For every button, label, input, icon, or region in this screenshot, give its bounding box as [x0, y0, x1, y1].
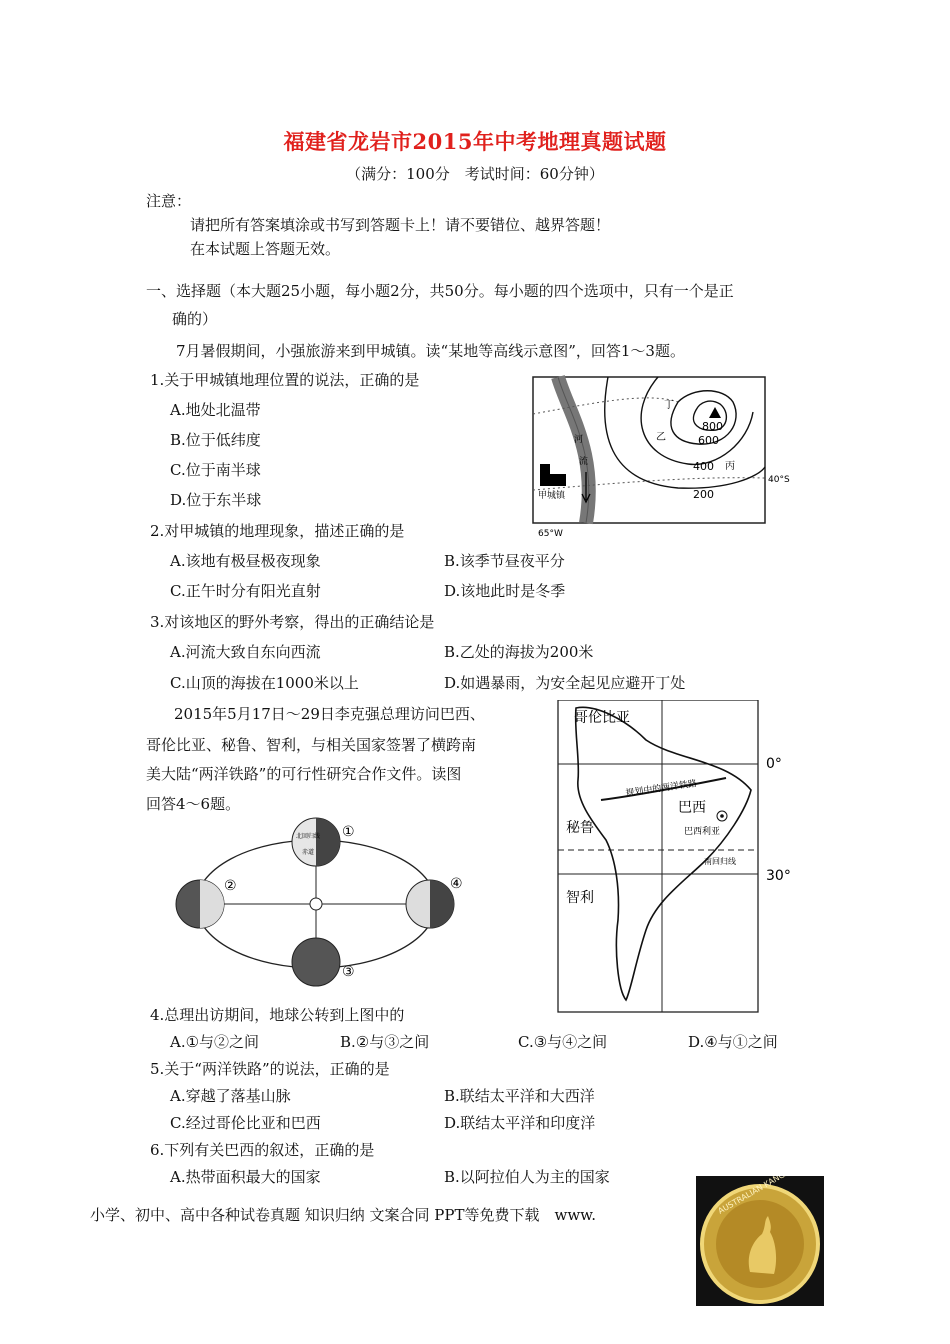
notice-line: 请把所有答案填涂或书写到答题卡上！请不要错位、越界答题！	[190, 216, 611, 234]
notice-line: 在本试题上答题无效。	[190, 240, 341, 258]
intro-paragraph: 2015年5月17日～29日李克强总理访问巴西、	[174, 705, 485, 723]
option: C.位于南半球	[170, 461, 261, 479]
intro-paragraph: 回答4～6题。	[146, 795, 241, 813]
option: A.该地有极昼极夜现象	[170, 552, 321, 570]
option: B.该季节昼夜平分	[444, 552, 565, 570]
question-stem: 2.对甲城镇的地理现象，描述正确的是	[150, 522, 405, 540]
country-label: 智利	[566, 890, 594, 906]
option: D.位于东半球	[170, 491, 262, 509]
lat-label: 0°	[766, 756, 782, 772]
option: C.山顶的海拔在1000米以上	[170, 674, 359, 692]
option: B.②与③之间	[340, 1033, 430, 1051]
option: A.①与②之间	[170, 1033, 260, 1051]
option: B.位于低纬度	[170, 431, 261, 449]
south-america-map	[556, 700, 796, 1014]
point-label-bing: 丙	[725, 461, 735, 472]
option: B.联结太平洋和大西洋	[444, 1087, 595, 1105]
question-stem: 5.关于“两洋铁路”的说法，正确的是	[150, 1060, 390, 1078]
notice-label: 注意：	[146, 192, 192, 210]
orbit-marker: ③	[342, 964, 355, 980]
latitude-label: 40°S	[768, 475, 790, 485]
question-stem: 6.下列有关巴西的叙述，正确的是	[150, 1141, 375, 1159]
orbit-marker: ①	[342, 824, 355, 840]
option: D.该地此时是冬季	[444, 582, 566, 600]
option: D.联结太平洋和印度洋	[444, 1114, 596, 1132]
option: A.河流大致自东向西流	[170, 643, 321, 661]
option: A.穿越了落基山脉	[170, 1087, 291, 1105]
orbit-marker: ②	[224, 878, 237, 894]
option: B.乙处的海拔为200米	[444, 643, 594, 661]
intro-paragraph: 哥伦比亚、秘鲁、智利，与相关国家签署了横跨南	[146, 736, 477, 754]
contour-label: 600	[698, 434, 719, 447]
earth-label: 赤道	[302, 849, 315, 856]
option: D.如遇暴雨，为安全起见应避开丁处	[444, 674, 686, 692]
country-label: 秘鲁	[566, 820, 594, 836]
town-block	[550, 474, 566, 486]
section-heading: 一、选择题（本大题25小题，每小题2分，共50分。每小题的四个选项中，只有一个是正	[146, 282, 734, 300]
option: D.④与①之间	[688, 1033, 778, 1051]
orbit-marker: ④	[450, 876, 463, 892]
contour-label: 200	[693, 488, 714, 501]
capital-label: 巴西利亚	[684, 827, 721, 837]
question-stem: 4.总理出访期间，地球公转到上图中的	[150, 1006, 405, 1024]
option: B.以阿拉伯人为主的国家	[444, 1168, 610, 1186]
kangaroo-coin-logo	[696, 1176, 824, 1306]
page-title: 福建省龙岩市2015年中考地理真题试题	[283, 129, 667, 154]
point-label-yi: 乙	[656, 432, 666, 443]
orbit-diagram	[168, 812, 464, 988]
earth-globe-icon	[292, 938, 340, 986]
longitude-label: 65°W	[538, 529, 563, 539]
footer-text: 小学、初中、高中各种试卷真题 知识归纳 文案合同 PPT等免费下载 www.	[90, 1206, 597, 1224]
lat-label: 30°	[766, 868, 791, 884]
town-block	[540, 464, 550, 486]
sun-icon	[310, 898, 322, 910]
intro-paragraph: 7月暑假期间，小强旅游来到甲城镇。读“某地等高线示意图”，回答1～3题。	[176, 342, 685, 360]
river-label-he: 河	[574, 435, 584, 445]
country-label: 哥伦比亚	[574, 710, 630, 726]
intro-paragraph: 美大陆“两洋铁路”的可行性研究合作文件。读图	[146, 765, 462, 783]
point-label-ding: 丁	[664, 400, 674, 411]
earth-label: 北回归线	[296, 833, 321, 840]
earth-day-shade	[200, 880, 224, 928]
option: C.③与④之间	[518, 1033, 608, 1051]
river-label-liu: 流	[579, 457, 589, 467]
earth-night-shade	[316, 818, 340, 866]
contour-label: 800	[702, 420, 723, 433]
railway-label: 规划中的两洋铁路	[625, 779, 698, 799]
question-stem: 3.对该地区的野外考察，得出的正确结论是	[150, 613, 435, 631]
contour-map	[528, 372, 800, 542]
page-subtitle: （满分：100分 考试时间：60分钟）	[346, 165, 604, 183]
option: C.正午时分有阳光直射	[170, 582, 321, 600]
question-stem: 1.关于甲城镇地理位置的说法，正确的是	[150, 371, 420, 389]
option: A.热带面积最大的国家	[170, 1168, 321, 1186]
tropic-label: 南回归线	[704, 857, 736, 866]
country-label: 巴西	[678, 800, 706, 816]
town-label: 甲城镇	[538, 491, 566, 501]
option: C.经过哥伦比亚和巴西	[170, 1114, 321, 1132]
option: A.地处北温带	[170, 401, 261, 419]
section-heading-cont: 确的）	[172, 310, 218, 328]
contour-label: 400	[693, 460, 714, 473]
